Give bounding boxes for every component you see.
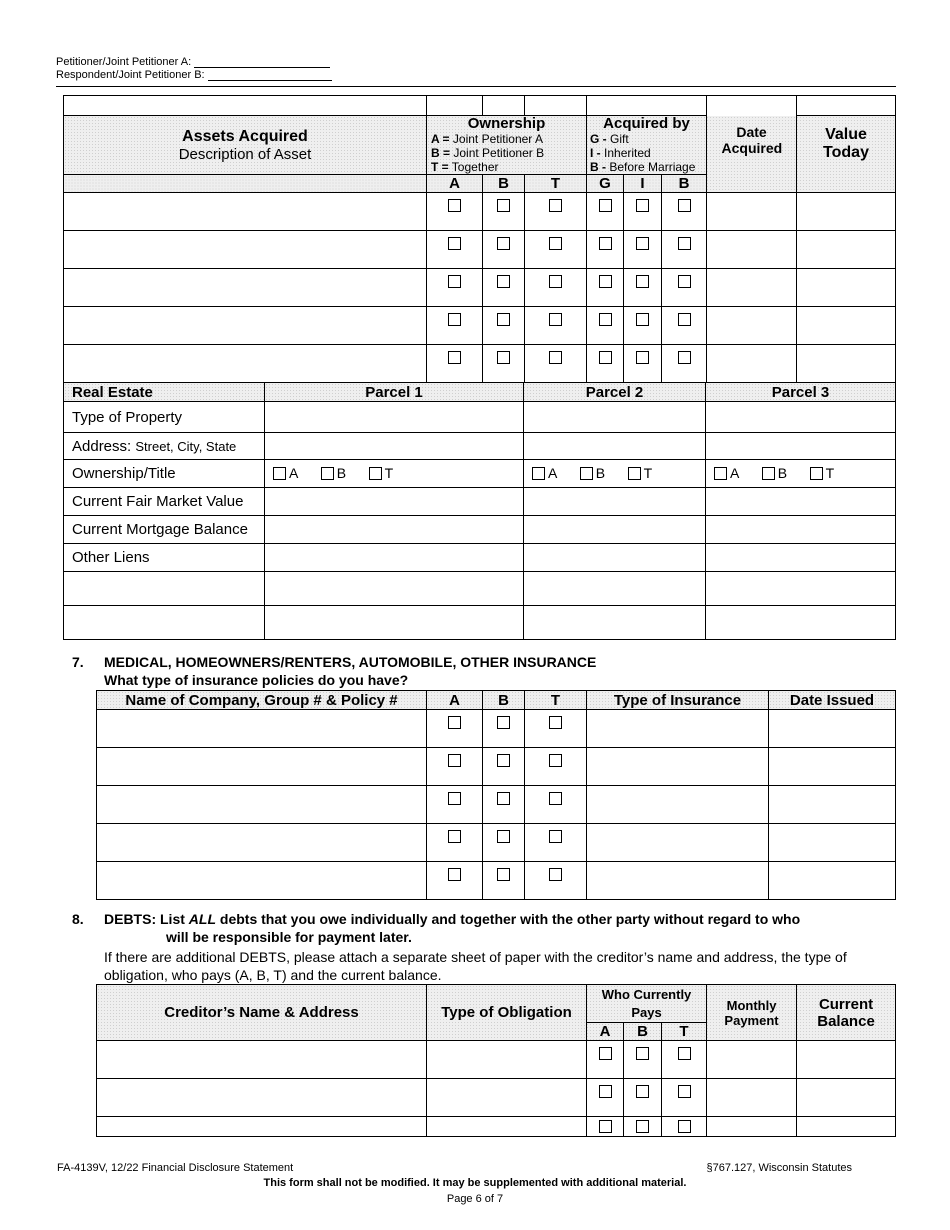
- parcel-3-header: Parcel 3: [706, 383, 896, 402]
- asset-own-a-checkbox[interactable]: [448, 237, 461, 250]
- debts-title-all: ALL: [188, 911, 216, 927]
- parcel-2-own-a-label: A: [548, 464, 558, 481]
- parcel-1-own-b-checkbox[interactable]: [321, 467, 334, 480]
- insurance-date-input[interactable]: [769, 786, 896, 824]
- parcel-3-address-input[interactable]: [706, 433, 896, 460]
- asset-value-input[interactable]: [797, 231, 896, 269]
- asset-own-b-checkbox[interactable]: [497, 237, 510, 250]
- mortgage-row: [64, 516, 896, 544]
- value-today-header: [797, 116, 896, 193]
- debts-col-b: B: [624, 1023, 662, 1041]
- debt-row: [97, 1117, 896, 1137]
- parcel-1-own-a-checkbox[interactable]: [273, 467, 286, 480]
- real-estate-header-row: [64, 383, 896, 402]
- asset-own-a-checkbox[interactable]: [448, 313, 461, 326]
- footer-page: Page 6 of 7: [446, 1193, 504, 1205]
- parcel-1-ownership: [265, 460, 524, 488]
- asset-acq-g-checkbox[interactable]: [599, 313, 612, 326]
- extra-label-input[interactable]: [64, 572, 265, 606]
- insurance-col-t: T: [525, 691, 587, 710]
- asset-acq-g-checkbox[interactable]: [599, 199, 612, 212]
- asset-row: [64, 345, 896, 383]
- parcel-3-own-a-checkbox[interactable]: [714, 467, 727, 480]
- asset-acq-b-checkbox[interactable]: [678, 313, 691, 326]
- insurance-t-checkbox[interactable]: [549, 716, 562, 729]
- assets-title: Assets Acquired: [182, 127, 308, 145]
- real-estate-extra-row: [64, 606, 896, 640]
- insurance-t-checkbox[interactable]: [549, 868, 562, 881]
- debts-col-t: T: [662, 1023, 707, 1041]
- parcel-1-type-input[interactable]: [265, 402, 524, 433]
- debts-col-balance-cell: [797, 985, 896, 1041]
- insurance-a-checkbox[interactable]: [448, 754, 461, 767]
- debt-monthly-input[interactable]: [707, 1117, 797, 1137]
- insurance-number: 7.: [72, 654, 84, 670]
- parcel-3-own-b-checkbox[interactable]: [762, 467, 775, 480]
- legend-bm-key: B -: [590, 160, 606, 174]
- extra-label-input[interactable]: [64, 606, 265, 640]
- asset-acq-i-checkbox[interactable]: [636, 199, 649, 212]
- ownership-legend-cell: [427, 116, 587, 175]
- legend-i: Inherited: [604, 146, 651, 160]
- asset-own-b-checkbox[interactable]: [497, 275, 510, 288]
- insurance-company-input[interactable]: [97, 786, 427, 824]
- debt-a-checkbox[interactable]: [599, 1085, 612, 1098]
- respondent-b-label: Respondent/Joint Petitioner B:: [56, 69, 205, 81]
- debt-creditor-input[interactable]: [97, 1117, 427, 1137]
- asset-own-t-checkbox[interactable]: [549, 275, 562, 288]
- parcel-2-type-input[interactable]: [524, 402, 706, 433]
- asset-own-a-checkbox[interactable]: [448, 275, 461, 288]
- asset-value-input[interactable]: [797, 345, 896, 383]
- assets-subtitle: Description of Asset: [178, 145, 312, 163]
- asset-acq-b-checkbox[interactable]: [678, 199, 691, 212]
- debt-type-input[interactable]: [427, 1041, 587, 1079]
- respondent-b-field[interactable]: [208, 69, 332, 81]
- asset-description-input[interactable]: [64, 269, 427, 307]
- insurance-company-input[interactable]: [97, 748, 427, 786]
- asset-own-t-checkbox[interactable]: [549, 313, 562, 326]
- parcel-3-extra-input[interactable]: [706, 572, 896, 606]
- debts-title-line2: will be responsible for payment later.: [166, 929, 412, 945]
- legend-a-key: A =: [431, 132, 450, 146]
- col-acq-g: G: [587, 175, 624, 193]
- parcel-1-extra-input[interactable]: [265, 572, 524, 606]
- respondent-b-line: [56, 69, 332, 81]
- insurance-col-b: B: [483, 691, 525, 710]
- assets-header-row: [64, 116, 896, 175]
- footer-statute: §767.127, Wisconsin Statutes: [706, 1162, 852, 1174]
- insurance-table: [96, 690, 896, 900]
- insurance-header-row: [97, 691, 896, 710]
- other-liens-label: Other Liens: [64, 544, 265, 572]
- debts-title: [104, 911, 800, 927]
- footer-form-id: FA-4139V, 12/22 Financial Disclosure Statement: [57, 1162, 294, 1174]
- parcel-2-ownership: [524, 460, 706, 488]
- type-of-property-row: [64, 402, 896, 433]
- debt-balance-input[interactable]: [797, 1117, 896, 1137]
- debt-b-checkbox[interactable]: [636, 1085, 649, 1098]
- debt-a-checkbox[interactable]: [599, 1047, 612, 1060]
- insurance-a-checkbox[interactable]: [448, 830, 461, 843]
- insurance-type-input[interactable]: [587, 824, 769, 862]
- parcel-2-header: Parcel 2: [524, 383, 706, 402]
- parcel-1-liens-input[interactable]: [265, 544, 524, 572]
- insurance-col-company: Name of Company, Group # & Policy #: [97, 691, 427, 710]
- debt-a-checkbox[interactable]: [599, 1120, 612, 1133]
- assets-top-spacer-row: [64, 96, 896, 116]
- asset-row: [64, 307, 896, 345]
- insurance-type-input[interactable]: [587, 862, 769, 900]
- insurance-a-checkbox[interactable]: [448, 868, 461, 881]
- debts-number: 8.: [72, 911, 84, 927]
- insurance-b-checkbox[interactable]: [497, 754, 510, 767]
- asset-acq-i-checkbox[interactable]: [636, 351, 649, 364]
- asset-own-t-checkbox[interactable]: [549, 199, 562, 212]
- legend-bm: Before Marriage: [609, 160, 696, 174]
- asset-date-input[interactable]: [707, 307, 797, 345]
- parcel-3-fmv-input[interactable]: [706, 488, 896, 516]
- parcel-3-own-a-label: A: [730, 464, 740, 481]
- petitioner-a-label: Petitioner/Joint Petitioner A:: [56, 56, 192, 68]
- parcel-2-mortgage-input[interactable]: [524, 516, 706, 544]
- insurance-b-checkbox[interactable]: [497, 868, 510, 881]
- parcel-2-address-input[interactable]: [524, 433, 706, 460]
- asset-acq-g-checkbox[interactable]: [599, 237, 612, 250]
- col-own-a: A: [427, 175, 483, 193]
- insurance-question: What type of insurance policies do you have?: [104, 672, 409, 688]
- insurance-date-input[interactable]: [769, 824, 896, 862]
- col-acq-b: B: [662, 175, 707, 193]
- insurance-row: [97, 824, 896, 862]
- parcel-3-own-t-label: T: [825, 464, 835, 481]
- debts-title-pre: DEBTS: List: [104, 911, 185, 927]
- debts-col-creditor: Creditor’s Name & Address: [97, 985, 427, 1041]
- insurance-company-input[interactable]: [97, 862, 427, 900]
- acquired-legend-cell: [587, 116, 707, 175]
- insurance-type-input[interactable]: [587, 748, 769, 786]
- fair-market-label: Current Fair Market Value: [64, 488, 265, 516]
- insurance-t-checkbox[interactable]: [549, 830, 562, 843]
- debts-col-type: Type of Obligation: [427, 985, 587, 1041]
- debt-b-checkbox[interactable]: [636, 1047, 649, 1060]
- asset-description-input[interactable]: [64, 193, 427, 231]
- asset-row: [64, 269, 896, 307]
- assets-title-cell: [64, 116, 427, 175]
- type-of-property-label: Type of Property: [64, 402, 265, 433]
- insurance-a-checkbox[interactable]: [448, 792, 461, 805]
- insurance-date-input[interactable]: [769, 710, 896, 748]
- insurance-a-checkbox[interactable]: [448, 716, 461, 729]
- debt-t-checkbox[interactable]: [678, 1047, 691, 1060]
- legend-i-key: I -: [590, 146, 601, 160]
- asset-acq-g-checkbox[interactable]: [599, 275, 612, 288]
- debts-col-a: A: [587, 1023, 624, 1041]
- other-liens-row: [64, 544, 896, 572]
- insurance-b-checkbox[interactable]: [497, 830, 510, 843]
- parcel-1-mortgage-input[interactable]: [265, 516, 524, 544]
- real-estate-table: [63, 382, 896, 640]
- asset-own-a-checkbox[interactable]: [448, 199, 461, 212]
- parcel-2-own-b-label: B: [595, 464, 606, 481]
- parcel-2-fmv-input[interactable]: [524, 488, 706, 516]
- parcel-2-extra-input[interactable]: [524, 606, 706, 640]
- parcel-3-own-t-checkbox[interactable]: [810, 467, 823, 480]
- insurance-b-checkbox[interactable]: [497, 716, 510, 729]
- debt-row: [97, 1041, 896, 1079]
- asset-date-input[interactable]: [707, 231, 797, 269]
- footer-notice: This form shall not be modified. It may be supplemented with additional material.: [263, 1177, 687, 1189]
- asset-own-t-checkbox[interactable]: [549, 237, 562, 250]
- petitioner-a-field[interactable]: [194, 56, 330, 68]
- value-today-label: Value Today: [823, 126, 869, 161]
- insurance-title: MEDICAL, HOMEOWNERS/RENTERS, AUTOMOBILE, OTHER INSURANCE: [104, 654, 597, 670]
- debt-t-checkbox[interactable]: [678, 1085, 691, 1098]
- col-acq-i: I: [624, 175, 662, 193]
- insurance-row: [97, 710, 896, 748]
- legend-g: Gift: [610, 132, 629, 146]
- parcel-2-liens-input[interactable]: [524, 544, 706, 572]
- asset-value-input[interactable]: [797, 269, 896, 307]
- parcel-3-own-b-label: B: [777, 464, 788, 481]
- legend-t-key: T =: [431, 160, 449, 174]
- real-estate-extra-row: [64, 572, 896, 606]
- insurance-b-checkbox[interactable]: [497, 792, 510, 805]
- debt-t-checkbox[interactable]: [678, 1120, 691, 1133]
- parcel-3-ownership: [706, 460, 896, 488]
- parcel-2-own-b-checkbox[interactable]: [580, 467, 593, 480]
- parcel-1-own-a-label: A: [289, 464, 299, 481]
- insurance-date-input[interactable]: [769, 862, 896, 900]
- insurance-type-input[interactable]: [587, 710, 769, 748]
- legend-a: Joint Petitioner A: [452, 132, 543, 146]
- address-label: Address:: [72, 437, 132, 455]
- parcel-3-type-input[interactable]: [706, 402, 896, 433]
- asset-acq-i-checkbox[interactable]: [636, 313, 649, 326]
- acquired-title: Acquired by: [603, 115, 690, 132]
- header-divider: [56, 86, 896, 87]
- asset-own-b-checkbox[interactable]: [497, 199, 510, 212]
- asset-date-input[interactable]: [707, 269, 797, 307]
- col-own-t: T: [525, 175, 587, 193]
- insurance-company-input[interactable]: [97, 710, 427, 748]
- ownership-title: Ownership: [467, 115, 546, 132]
- asset-acq-b-checkbox[interactable]: [678, 275, 691, 288]
- asset-date-input[interactable]: [707, 193, 797, 231]
- debt-type-input[interactable]: [427, 1079, 587, 1117]
- ownership-title-label: Ownership/Title: [64, 460, 265, 488]
- parcel-1-own-t-label: T: [384, 464, 394, 481]
- debts-note: If there are additional DEBTS, please attach a separate sheet of paper with the creditor’s name and address, the type of obligation, who pays (A, B, T) and the current balance.: [104, 949, 847, 983]
- legend-t: Together: [451, 160, 499, 174]
- parcel-2-own-t-checkbox[interactable]: [628, 467, 641, 480]
- insurance-type-input[interactable]: [587, 786, 769, 824]
- insurance-row: [97, 862, 896, 900]
- legend-b-key: B =: [431, 146, 451, 160]
- parcel-1-header: Parcel 1: [265, 383, 524, 402]
- legend-b: Joint Petitioner B: [453, 146, 545, 160]
- asset-own-b-checkbox[interactable]: [497, 351, 510, 364]
- asset-acq-i-checkbox[interactable]: [636, 275, 649, 288]
- debt-monthly-input[interactable]: [707, 1079, 797, 1117]
- assets-table: [63, 95, 896, 383]
- asset-own-b-checkbox[interactable]: [497, 313, 510, 326]
- asset-value-input[interactable]: [797, 193, 896, 231]
- debt-monthly-input[interactable]: [707, 1041, 797, 1079]
- debts-col-balance: Current Balance: [817, 995, 875, 1030]
- debt-balance-input[interactable]: [797, 1041, 896, 1079]
- address-row: [64, 433, 896, 460]
- date-acquired-label: Date Acquired: [721, 123, 783, 156]
- parcel-3-mortgage-input[interactable]: [706, 516, 896, 544]
- debt-b-checkbox[interactable]: [636, 1120, 649, 1133]
- asset-description-input[interactable]: [64, 345, 427, 383]
- asset-row: [64, 231, 896, 269]
- insurance-row: [97, 748, 896, 786]
- address-hint: Street, City, State: [135, 438, 237, 454]
- asset-acq-g-checkbox[interactable]: [599, 351, 612, 364]
- debts-col-monthly: Monthly Payment: [724, 997, 779, 1028]
- parcel-1-fmv-input[interactable]: [265, 488, 524, 516]
- ownership-title-row: [64, 460, 896, 488]
- address-label-cell: [64, 433, 265, 460]
- debt-balance-input[interactable]: [797, 1079, 896, 1117]
- parcel-1-own-b-label: B: [336, 464, 347, 481]
- petitioner-a-line: [56, 56, 330, 68]
- asset-own-a-checkbox[interactable]: [448, 351, 461, 364]
- fair-market-row: [64, 488, 896, 516]
- debt-creditor-input[interactable]: [97, 1041, 427, 1079]
- debt-row: [97, 1079, 896, 1117]
- parcel-3-extra-input[interactable]: [706, 606, 896, 640]
- asset-acq-i-checkbox[interactable]: [636, 237, 649, 250]
- insurance-date-input[interactable]: [769, 748, 896, 786]
- parcel-1-address-input[interactable]: [265, 433, 524, 460]
- debt-creditor-input[interactable]: [97, 1079, 427, 1117]
- debts-col-who: Who Currently Pays: [587, 985, 707, 1023]
- parcel-2-own-a-checkbox[interactable]: [532, 467, 545, 480]
- parcel-1-own-t-checkbox[interactable]: [369, 467, 382, 480]
- parcel-2-own-t-label: T: [643, 464, 653, 481]
- insurance-t-checkbox[interactable]: [549, 792, 562, 805]
- insurance-col-date: Date Issued: [769, 691, 896, 710]
- insurance-t-checkbox[interactable]: [549, 754, 562, 767]
- real-estate-title: Real Estate: [64, 383, 265, 402]
- insurance-company-input[interactable]: [97, 824, 427, 862]
- debts-col-monthly-cell: [707, 985, 797, 1041]
- debts-table: [96, 984, 896, 1137]
- col-own-b: B: [483, 175, 525, 193]
- parcel-3-liens-input[interactable]: [706, 544, 896, 572]
- insurance-col-type: Type of Insurance: [587, 691, 769, 710]
- parcel-2-extra-input[interactable]: [524, 572, 706, 606]
- mortgage-label: Current Mortgage Balance: [64, 516, 265, 544]
- date-acquired-header: [707, 116, 797, 193]
- debts-header-row: [97, 985, 896, 1023]
- debt-type-input[interactable]: [427, 1117, 587, 1137]
- insurance-col-a: A: [427, 691, 483, 710]
- debts-title-post: debts that you owe individually and together with the other party without regard to who: [219, 911, 801, 927]
- asset-acq-b-checkbox[interactable]: [678, 351, 691, 364]
- insurance-row: [97, 786, 896, 824]
- asset-row: [64, 193, 896, 231]
- asset-acq-b-checkbox[interactable]: [678, 237, 691, 250]
- asset-description-input[interactable]: [64, 231, 427, 269]
- asset-own-t-checkbox[interactable]: [549, 351, 562, 364]
- legend-g-key: G -: [590, 132, 607, 146]
- asset-value-input[interactable]: [797, 307, 896, 345]
- asset-date-input[interactable]: [707, 345, 797, 383]
- asset-description-input[interactable]: [64, 307, 427, 345]
- parcel-1-extra-input[interactable]: [265, 606, 524, 640]
